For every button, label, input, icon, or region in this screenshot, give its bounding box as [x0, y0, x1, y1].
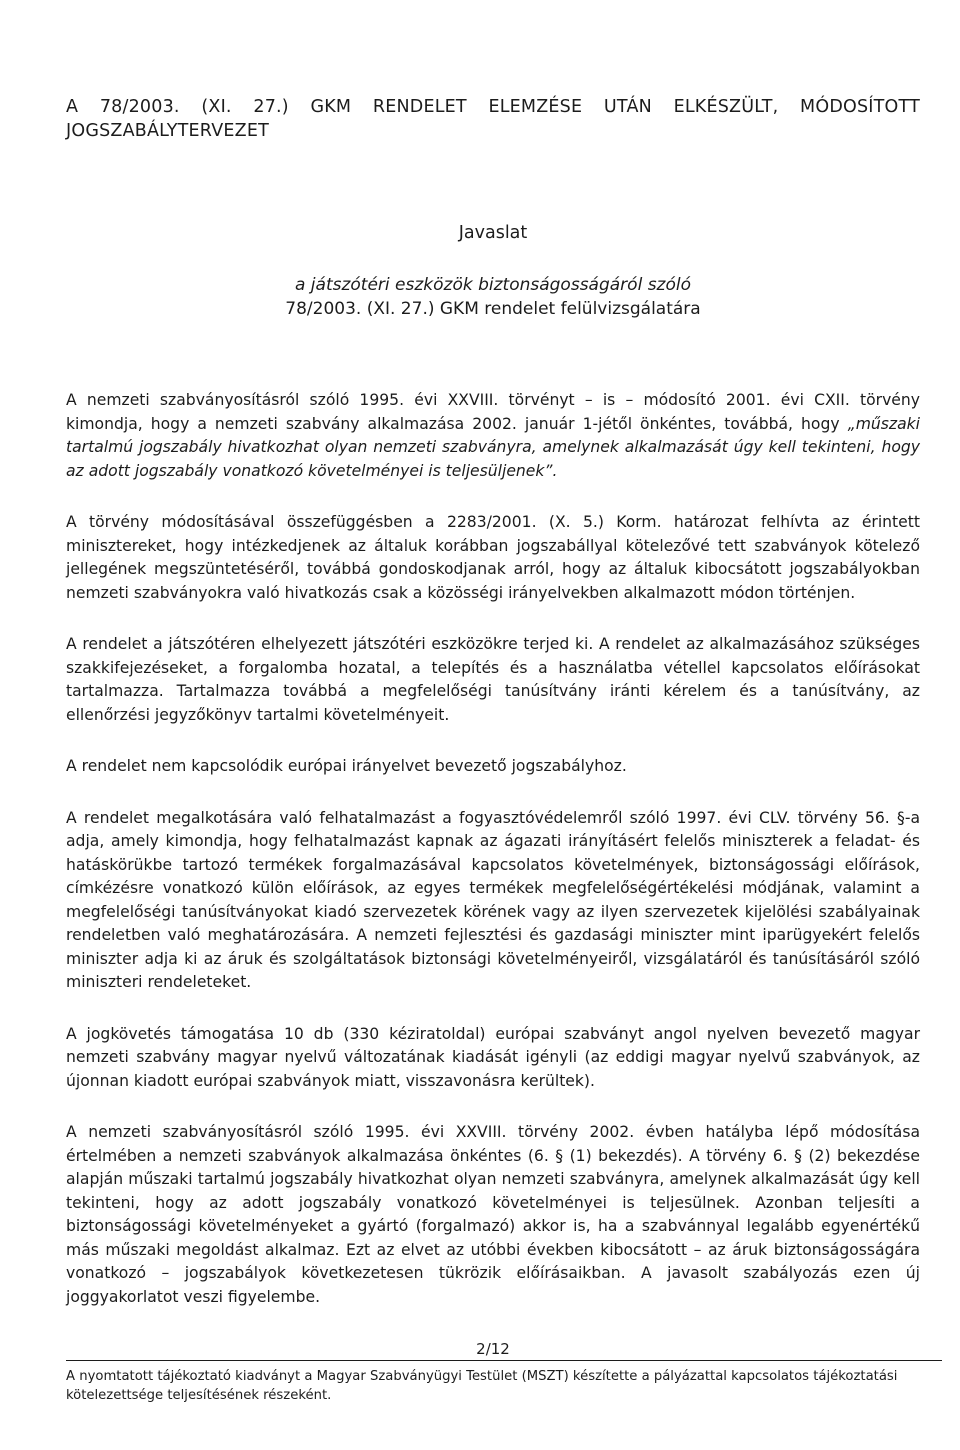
paragraph-1-text: A nemzeti szabványosításról szóló 1995. évi XXVIII. törvényt – is – módosító 2001. évi CXII. törvény kimondja, hogy a nemzeti szabvány alkalmazása 2002. január 1-jétől önkéntes, továbbá, hogy	[66, 391, 920, 433]
page-footer	[66, 1340, 942, 1405]
heading-line-1: A 78/2003. (XI. 27.) GKM RENDELET ELEMZÉSE UTÁN ELKÉSZÜLT, MÓDOSÍTOTT	[66, 97, 920, 117]
footer-divider	[66, 1360, 942, 1361]
document-page	[66, 95, 920, 1337]
paragraph-6: A jogkövetés támogatása 10 db (330 kéziratoldal) európai szabványt angol nyelven bevezető magyar nemzeti szabvány magyar nyelvű változatának kiadását igényli (az eddigi magyar nyelvű szabványok, az újonnan kiadott európai szabványok miatt, visszavonásra kerültek).	[66, 1024, 920, 1090]
proposal-title-block	[66, 221, 920, 321]
paragraph-1-quote: „műszaki tartalmú jogszabály hivatkozhat olyan nemzeti szabványra, amelynek alkalmazását úgy kell tekinteni, hogy az adott jogszabály vonatkozó követelményei is teljesüljenek”.	[66, 414, 920, 480]
proposal-subtitle-line-2: 78/2003. (XI. 27.) GKM rendelet felülvizsgálatára	[285, 299, 701, 319]
footer-note: A nyomtatott tájékoztató kiadványt a Magyar Szabványügyi Testület (MSZT) készítette a pályázattal kapcsolatos tájékoztatási kötelezettsége teljesítésének részeként.	[66, 1369, 898, 1403]
paragraph-5: A rendelet megalkotására való felhatalmazást a fogyasztóvédelemről szóló 1997. évi CLV. törvény 56. §-a adja, amely kimondja, hogy felhatalmazást kapnak az ágazati irányításért felelős miniszterek a feladat- és hatáskörükbe tartozó termékek forgalmazásával kapcsolatos követelmények, biztonságossági előírások, címkézésre vonatkozó külön előírások, az egyes termékek megfelelőségértékelési módjának, valamint a megfelelőségi tanúsítványokat kiadó szervezetek körének vagy az ilyen szervezetek kijelölési szabályainak rendeletben való meghatározására. A nemzeti fejlesztési és gazdasági miniszter mint iparügyekért felelős miniszter adja ki az áruk és szolgáltatások biztonsági követelményeiről, vizsgálatáról és tanúsításáról szóló miniszteri rendeleteket.	[66, 808, 920, 991]
paragraph-4: A rendelet nem kapcsolódik európai irányelvet bevezető jogszabályhoz.	[66, 757, 627, 775]
document-heading	[66, 95, 920, 143]
paragraph-7: A nemzeti szabványosításról szóló 1995. évi XXVIII. törvény 2002. évben hatályba lépő módosítása értelmében a nemzeti szabványok alkalmazása önkéntes (6. § (1) bekezdés). A törvény 6. § (2) bekezdése alapján műszaki tartalmú jogszabály hivatkozhat olyan nemzeti szabványra, amelynek alkalmazását úgy kell tekinteni, hogy az adott jogszabály vonatkozó követelményei is teljesülnek. Azonban teljesíti a biztonságossági követelményeket a gyártó (forgalmazó) akkor is, ha a szabvánnyal legalább egyenértékű más műszaki megoldást alkalmaz. Ezt az elvet az utóbbi években kibocsátott – az áruk biztonságosságára vonatkozó – jogszabályok következetesen tükrözik előírásaikban. A javasolt szabályozás ezen új joggyakorlatot veszi figyelembe.	[66, 1123, 920, 1306]
paragraph-3: A rendelet a játszótéren elhelyezett játszótéri eszközökre terjed ki. A rendelet az alkalmazásához szükséges szakkifejezéseket, a forgalomba hozatal, a telepítés és a használatba vétellel kapcsolatos előírásokat tartalmazza. Tartalmazza továbbá a megfelelőségi tanúsítvány iránti kérelem és a tanúsítvány, az ellenőrzési jegyzőkönyv tartalmi követelményeit.	[66, 635, 920, 724]
paragraph-1	[66, 389, 920, 483]
document-body	[66, 389, 920, 1309]
heading-line-2: JOGSZABÁLYTERVEZET	[66, 121, 269, 141]
paragraph-2: A törvény módosításával összefüggésben a 2283/2001. (X. 5.) Korm. határozat felhívta az érintett minisztereket, hogy intézkedjenek az általuk korábban jogszabállyal kötelezővé tett szabványok kötelező jellegének megszüntetéséről, továbbá gondoskodjanak arról, hogy az általuk kibocsátott jogszabályokban nemzeti szabványokra való hivatkozás csak a közösségi irányelvekben alkalmazott módon történjen.	[66, 513, 920, 602]
proposal-subtitle-line-1: a játszótéri eszközök biztonságosságáról szóló	[294, 275, 691, 295]
page-number: 2/12	[476, 1340, 510, 1358]
proposal-title: Javaslat	[458, 223, 528, 243]
